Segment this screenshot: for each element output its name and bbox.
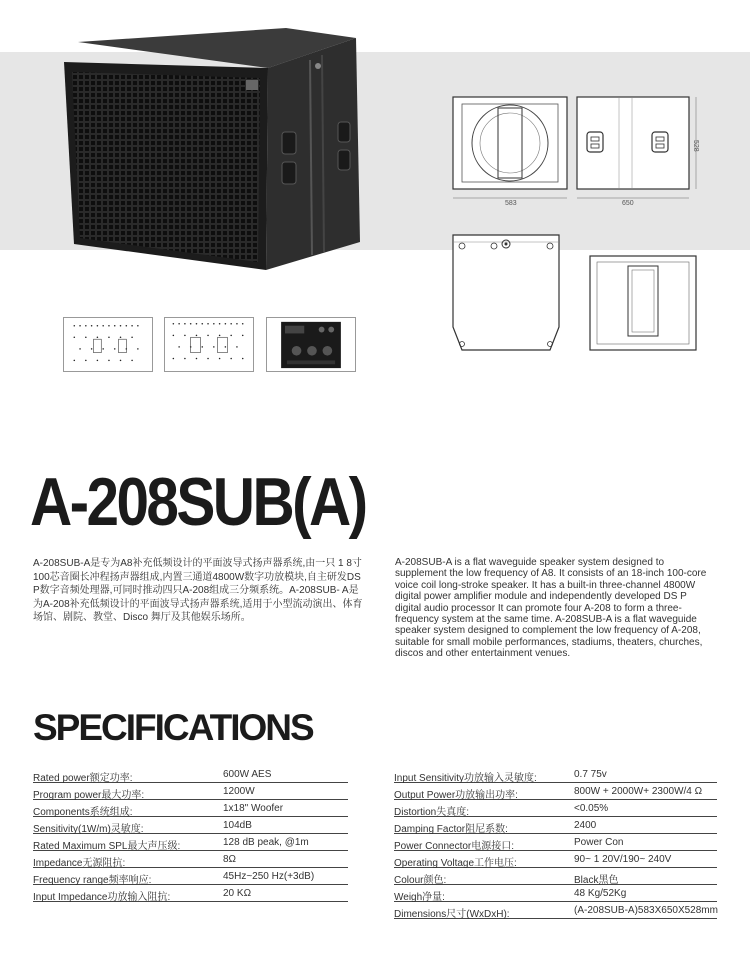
spec-label: Damping Factor阻尼系数:: [394, 824, 508, 835]
side-view-drawing: [574, 94, 706, 206]
spec-label: Output Power功放输出功率:: [394, 790, 518, 801]
description-chinese: A-208SUB-A是专为A8补充低频设计的平面波导式扬声器系统,由一只 1 8寸100芯音圈长冲程扬声器组成,内置三通道4800W数字功放模块,自主研发DS P数字音频处理器,可同时推动四只A-208组成三分频系统。A-208SUB- A是为A-208补充低频设计的平面波导式扬声器系统,适用于小型流动演出、体育场馆、剧院、教堂、Disco 舞厅及其他娱乐场所。: [33, 558, 363, 623]
spec-table-right: [394, 766, 717, 919]
front-width-label: 583: [505, 200, 517, 206]
spec-label: Dimensions尺寸(WxDxH):: [394, 909, 510, 920]
spec-row: [33, 783, 348, 800]
grille-thumbnail-side: [164, 317, 254, 372]
spec-label: Components系统组成:: [33, 807, 133, 818]
description-english: A-208SUB-A is a flat waveguide speaker system designed to supplement the low frequency of A8. It consists of an 18-inch 100-core voice coil long-stroke speaker. It has a built-in three-channel 4800W digital power amplifier module and independently developed DS P digital audio processor It can promote four A-208 to form a three-frequency system at the same time. A-208SUB-A is a flat waveguide speaker system designed to complement the low frequency of A-208, suitable for small mobile performances, stadiums, theaters, churches, discos and other entertainment venues.: [395, 557, 707, 660]
spec-row: [33, 868, 348, 885]
product-title: A-208SUB(A): [30, 464, 366, 540]
spec-value: Power Con: [574, 837, 624, 848]
spec-row: [394, 902, 717, 919]
spec-row: [394, 766, 717, 783]
spec-row: [394, 868, 717, 885]
spec-label: Input Sensitivity功放输入灵敏度:: [394, 773, 537, 784]
spec-label: Program power最大功率:: [33, 790, 145, 801]
spec-value: 1x18" Woofer: [223, 803, 284, 814]
spec-row: [33, 817, 348, 834]
spec-row: [33, 834, 348, 851]
spec-label: Rated power额定功率:: [33, 773, 133, 784]
spec-label: Distortion失真度:: [394, 807, 470, 818]
spec-label: Operating Voltage工作电压:: [394, 858, 517, 869]
spec-row: [394, 851, 717, 868]
spec-label: Power Connector电源接口:: [394, 841, 515, 852]
spec-value: 45Hz~250 Hz(+3dB): [223, 871, 315, 882]
spec-label: Weigh净量:: [394, 892, 445, 903]
spec-label: Impedance无源阻抗:: [33, 858, 126, 869]
spec-value: 0.7 75v: [574, 769, 607, 780]
spec-value: 2400: [574, 820, 597, 831]
spec-value: 8Ω: [223, 854, 237, 865]
grille-thumbnail-front: [63, 317, 153, 372]
spec-table-left: [33, 766, 348, 902]
spec-row: [33, 766, 348, 783]
spec-value: <0.05%: [574, 803, 609, 814]
spec-label: Colour颜色:: [394, 875, 447, 886]
spec-value: 90~ 1 20V/190~ 240V: [574, 854, 672, 865]
spec-label: Rated Maximum SPL最大声压级:: [33, 841, 181, 852]
spec-row: [394, 834, 717, 851]
spec-row: [33, 885, 348, 902]
spec-value: 128 dB peak, @1m: [223, 837, 309, 848]
spec-value: (A-208SUB-A)583X650X528mm: [574, 905, 718, 916]
spec-value: Black黑色: [574, 875, 619, 886]
spec-row: [394, 800, 717, 817]
spec-value: 20 KΩ: [223, 888, 252, 899]
spec-value: 104dB: [223, 820, 252, 831]
spec-value: 800W + 2000W+ 2300W/4 Ω: [574, 786, 703, 797]
specifications-heading: SPECIFICATIONS: [33, 707, 313, 748]
spec-value: 48 Kg/52Kg: [574, 888, 627, 899]
spec-label: Sensitivity(1W/m)灵敏度:: [33, 824, 144, 835]
spec-row: [394, 817, 717, 834]
spec-row: [33, 800, 348, 817]
spec-value: 1200W: [223, 786, 255, 797]
amplifier-panel-thumbnail: [266, 317, 356, 372]
top-view-drawing: [450, 232, 562, 354]
side-height-label: 528: [692, 140, 699, 152]
spec-label: Input Impedance功放输入阻抗:: [33, 892, 171, 903]
spec-row: [394, 885, 717, 902]
spec-row: [33, 851, 348, 868]
front-view-drawing: [450, 94, 570, 206]
spec-row: [394, 783, 717, 800]
side-width-label: 650: [622, 200, 634, 206]
speaker-cabinet-photo: [60, 20, 360, 272]
rear-view-drawing: [588, 254, 698, 352]
spec-value: 600W AES: [223, 769, 272, 780]
spec-label: Frequency range频率响应:: [33, 875, 152, 886]
